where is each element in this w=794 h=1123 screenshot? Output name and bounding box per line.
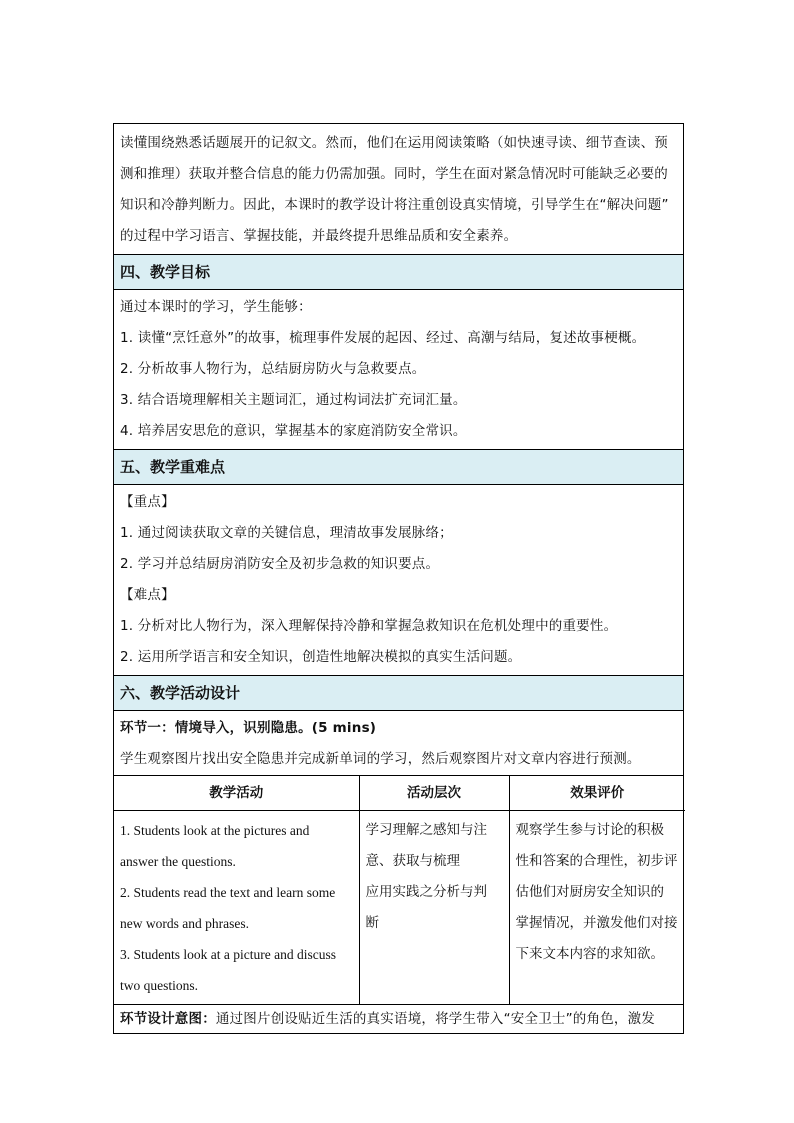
difficult-point-item: 2. 运用所学语言和安全知识，创造性地解决模拟的真实生活问题。 — [120, 649, 522, 665]
level-cell — [359, 811, 509, 1004]
level-line: 意、获取与梳理 — [365, 853, 460, 869]
evaluation-line: 观察学生参与讨论的积极 — [515, 822, 664, 838]
level-line: 应用实践之分析与判 — [365, 884, 487, 900]
level-line: 学习理解之感知与注 — [365, 822, 487, 838]
evaluation-cell — [509, 811, 685, 1004]
objective-item: 4. 培养居安思危的意识，掌握基本的家庭消防安全常识。 — [120, 423, 467, 439]
objective-item: 2. 分析故事人物行为，总结厨房防火与急救要点。 — [120, 361, 426, 377]
intro-section — [114, 124, 683, 255]
activity-line: 1. Students look at the pictures and — [120, 823, 310, 838]
objectives-section — [114, 290, 683, 450]
column-header-evaluation: 效果评价 — [509, 776, 685, 811]
key-points-section — [114, 485, 683, 676]
activity-cell — [114, 811, 359, 1004]
objectives-intro: 通过本课时的学习，学生能够： — [120, 299, 312, 315]
step-one-title: 环节一：情境导入，识别隐患。(5 mins) — [120, 720, 377, 736]
intro-line: 的过程中学习语言、掌握技能，并最终提升思维品质和安全素养。 — [120, 228, 518, 244]
key-point-item: 2. 学习并总结厨房消防安全及初步急救的知识要点。 — [120, 556, 440, 572]
design-intent-text: 通过图片创设贴近生活的真实语境，将学生带入“安全卫士”的角色，激发 — [215, 1010, 655, 1027]
intro-line: 知识和冷静判断力。因此，本课时的教学设计将注重创设真实情境，引导学生在“解决问题” — [120, 197, 669, 213]
level-line: 断 — [365, 915, 379, 931]
key-point-item: 1. 通过阅读获取文章的关键信息，理清故事发展脉络； — [120, 525, 453, 541]
activity-line: answer the questions. — [120, 854, 236, 869]
activity-table-wrapper — [114, 776, 683, 1005]
section-heading-objectives: 四、教学目标 — [114, 255, 683, 290]
column-header-activity: 教学活动 — [114, 776, 359, 811]
activity-line: 2. Students read the text and learn some — [120, 885, 336, 900]
design-intent-label: 环节设计意图： — [120, 1010, 216, 1027]
intro-line: 测和推理）获取并整合信息的能力仍需加强。同时，学生在面对紧急情况时可能缺乏必要的 — [120, 166, 668, 182]
step-one-description: 学生观察图片找出安全隐患并完成新单词的学习，然后观察图片对文章内容进行预测。 — [120, 751, 641, 767]
activity-line: two questions. — [120, 978, 199, 993]
section-heading-activity-design: 六、教学活动设计 — [114, 676, 683, 711]
column-header-level: 活动层次 — [359, 776, 509, 811]
design-intent-line — [120, 1005, 677, 1033]
step-one-section — [114, 711, 683, 776]
evaluation-line: 估他们对厨房安全知识的 — [515, 884, 664, 900]
activity-table — [114, 776, 685, 1004]
evaluation-line: 下来文本内容的求知欲。 — [515, 946, 664, 962]
key-points-label: 【重点】 — [120, 494, 175, 510]
intro-line: 读懂围绕熟悉话题展开的记叙文。然而，他们在运用阅读策略（如快速寻读、细节查读、预 — [120, 135, 668, 151]
activity-line: new words and phrases. — [120, 916, 249, 931]
section-heading-key-points: 五、教学重难点 — [114, 450, 683, 485]
design-intent-section — [114, 1005, 683, 1033]
objective-item: 1. 读懂“烹饪意外”的故事，梳理事件发展的起因、经过、高潮与结局，复述故事梗概。 — [120, 330, 646, 346]
difficult-points-label: 【难点】 — [120, 587, 175, 603]
evaluation-line: 性和答案的合理性，初步评 — [515, 853, 678, 869]
evaluation-line: 掌握情况，并激发他们对接 — [515, 915, 678, 931]
objective-item: 3. 结合语境理解相关主题词汇，通过构词法扩充词汇量。 — [120, 392, 467, 408]
lesson-plan-table — [113, 123, 684, 1034]
difficult-point-item: 1. 分析对比人物行为，深入理解保持冷静和掌握急救知识在危机处理中的重要性。 — [120, 618, 618, 634]
activity-line: 3. Students look at a picture and discuss — [120, 947, 336, 962]
